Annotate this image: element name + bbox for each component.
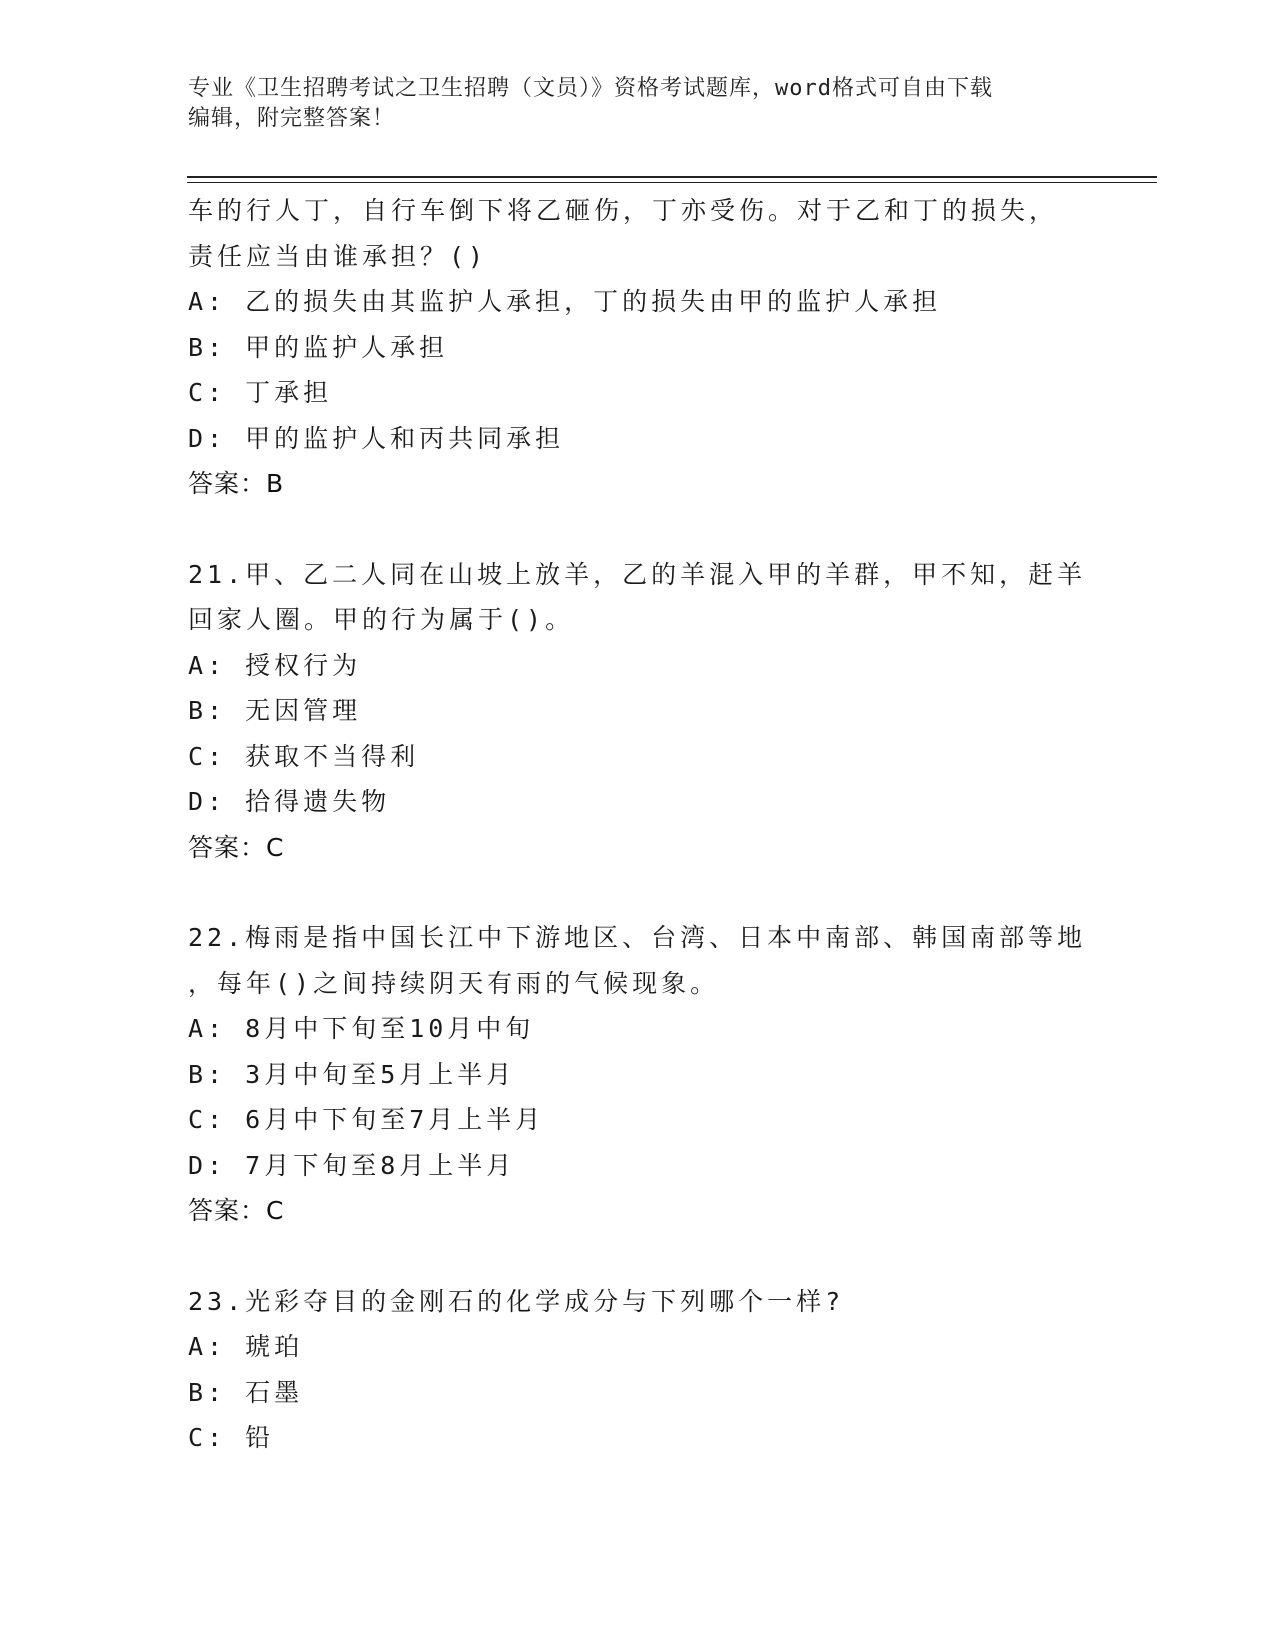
option-a: A: 8月中下旬至10月中旬 — [188, 1014, 535, 1043]
option-c: C: 丁承担 — [188, 378, 333, 407]
option-b: B: 无因管理 — [188, 696, 362, 725]
option-d: D: 拾得遗失物 — [188, 787, 391, 816]
question-list — [188, 188, 1088, 1461]
option-b: B: 3月中旬至5月上半月 — [188, 1059, 516, 1089]
spacer — [188, 1234, 1088, 1279]
question-stem-line: 回家人圈。甲的行为属于()。 — [188, 605, 575, 634]
spacer — [188, 507, 1088, 552]
question-stem-line: ，每年()之间持续阴天有雨的气候现象。 — [188, 968, 720, 998]
option-d: D: 甲的监护人和丙共同承担 — [188, 423, 565, 453]
question-stem-line: 责任应当由谁承担？() — [188, 241, 488, 271]
question-stem-line: 22.梅雨是指中国长江中下游地区、台湾、日本中南部、韩国南部等地 — [188, 923, 1087, 952]
header-divider-thick — [187, 176, 1157, 178]
header-line-2: 编辑，附完整答案！ — [188, 106, 396, 131]
question-stem-line: 23.光彩夺目的金刚石的化学成分与下列哪个一样? — [188, 1286, 845, 1316]
option-a: A: 乙的损失由其监护人承担，丁的损失由甲的监护人承担 — [188, 287, 942, 316]
answer-line: 答案：C — [188, 832, 285, 862]
question-21 — [188, 552, 1088, 871]
option-c: C: 获取不当得利 — [188, 741, 420, 771]
header-line-1: 专业《卫生招聘考试之卫生招聘（文员）》资格考试题库，word格式可自由下载 — [188, 76, 993, 101]
option-a: A: 琥珀 — [188, 1332, 304, 1361]
option-c: C: 铅 — [188, 1423, 275, 1452]
question-20 — [188, 188, 1088, 507]
spacer — [188, 870, 1088, 915]
answer-line: 答案：B — [188, 469, 285, 498]
question-stem-line: 车的行人丁，自行车倒下将乙砸伤，丁亦受伤。对于乙和丁的损失， — [188, 196, 1059, 225]
question-stem-line: 21.甲、乙二人同在山坡上放羊，乙的羊混入甲的羊群，甲不知，赶羊 — [188, 559, 1087, 589]
document-header — [188, 74, 1088, 134]
option-d: D: 7月下旬至8月上半月 — [188, 1150, 516, 1180]
answer-line: 答案：C — [188, 1196, 285, 1225]
header-divider-thin — [187, 182, 1157, 183]
option-c: C: 6月中下旬至7月上半月 — [188, 1105, 545, 1134]
question-23 — [188, 1279, 1088, 1461]
option-b: B: 甲的监护人承担 — [188, 332, 449, 362]
question-22 — [188, 915, 1088, 1234]
option-b: B: 石墨 — [188, 1377, 304, 1407]
option-a: A: 授权行为 — [188, 650, 362, 680]
